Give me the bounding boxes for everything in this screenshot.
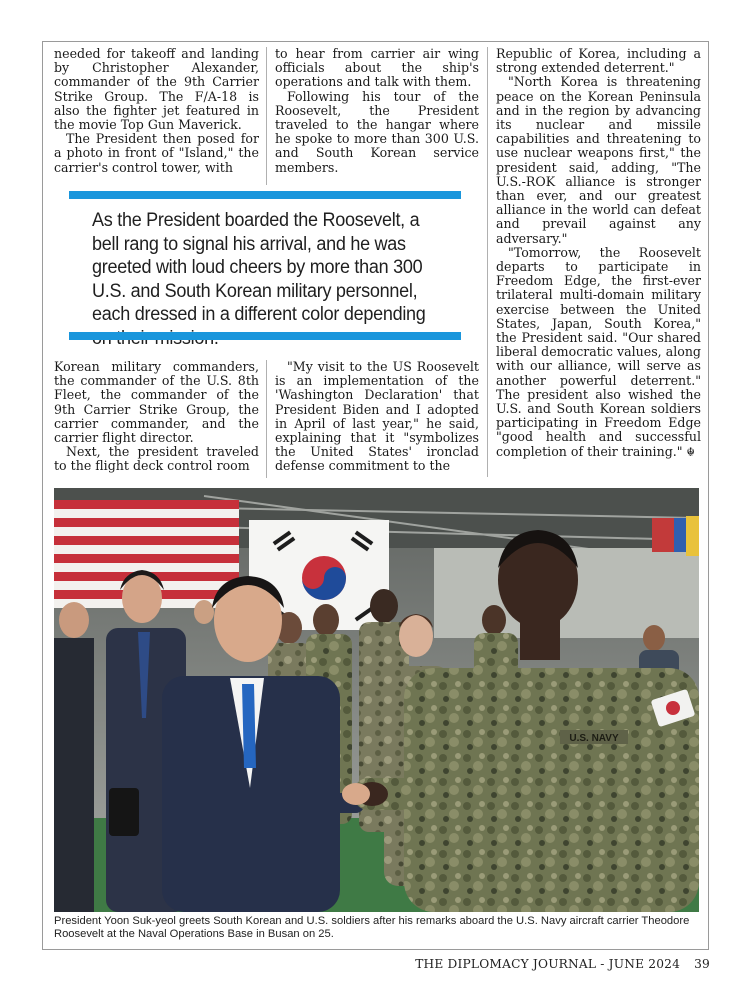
caption-text: President Yoon Suk-yeol greets South Korean and U.S. soldiers after his remarks aboard the U.S. Navy aircraft carrier Theodore Roosevelt at the Naval Operations Base in Busan on 25.: [54, 915, 690, 941]
pull-quote-top-bar: [69, 191, 461, 199]
article-paragraph: "North Korea is threatening peace on the Korean Peninsula and in the region by advancing its nuclear and missile capabilities and threatening to use nuclear weapons first," the president said, adding, "The U.S.-ROK alliance is stronger than ever, and our greatest alliance in the world can defeat and prevail against any adversary.": [496, 74, 701, 246]
article-paragraph: "Tomorrow, the Roosevelt departs to participate in Freedom Edge, the first-ever trilateral multi-domain military exercise between the United States, Japan, South Korea," the President said. "Our shared liberal democratic values, along with our alliance, will serve as another powerful deterrent." The president also wished the U.S. and South Korean soldiers participating in Freedom Edge "good health and successful completion of their training." ☬: [496, 244, 701, 459]
article-paragraph: Republic of Korea, including a strong extended deterrent.": [496, 47, 701, 76]
pull-quote-bottom-bar: [69, 332, 461, 340]
page-footer: [415, 957, 710, 971]
article-column-2-top: [275, 47, 479, 187]
column-divider: [266, 360, 267, 478]
article-paragraph: Korean military commanders, the commander of the U.S. 8th Fleet, the commander of the 9th Carrier Strike Group, the carrier commander, and the carrier flight director.: [54, 360, 259, 446]
article-column-1-bottom: [54, 360, 259, 480]
page-number: 39: [694, 957, 710, 971]
article-column-3: [496, 47, 701, 479]
publication-name: THE DIPLOMACY JOURNAL - JUNE 2024: [415, 957, 681, 971]
article-paragraph: to hear from carrier air wing officials about the ship's operations and talk with them.: [275, 47, 479, 90]
article-column-1-top: [54, 47, 259, 187]
column-divider: [487, 47, 488, 477]
article-paragraph: Next, the president traveled to the flight deck control room: [54, 444, 259, 474]
article-photo: [54, 488, 699, 912]
article-paragraph: "My visit to the US Roosevelt is an implementation of the 'Washington Declaration' that President Biden and I adopted in April of last year," he said, explaining that it "symbolizes the United States' ironclad defense commitment to the: [275, 360, 479, 474]
navy-patch-text: U.S. NAVY: [569, 733, 619, 744]
photo-caption: [54, 915, 702, 942]
pull-quote: As the President boarded the Roosevelt, a bell rang to signal his arrival, and he was greeted with loud cheers by more than 300 U.S. and South Korean military personnel, each dressed in a different color depending: [92, 209, 426, 326]
article-paragraph: The President then posed for a photo in front of "Island," the carrier's control tower, with: [54, 131, 259, 175]
article-paragraph: Following his tour of the Roosevelt, the President traveled to the hangar where he spoke to more than 300 U.S. and South Korean service members.: [275, 88, 479, 175]
column-divider: [266, 47, 267, 185]
end-mark-icon: ☬: [682, 444, 695, 459]
article-column-2-bottom: [275, 360, 479, 480]
article-paragraph: needed for takeoff and landing by Christopher Alexander, commander of the 9th Carrier Strike Group. The F/A-18 is also the fighter jet featured in the movie Top Gun Maverick.: [54, 47, 259, 133]
